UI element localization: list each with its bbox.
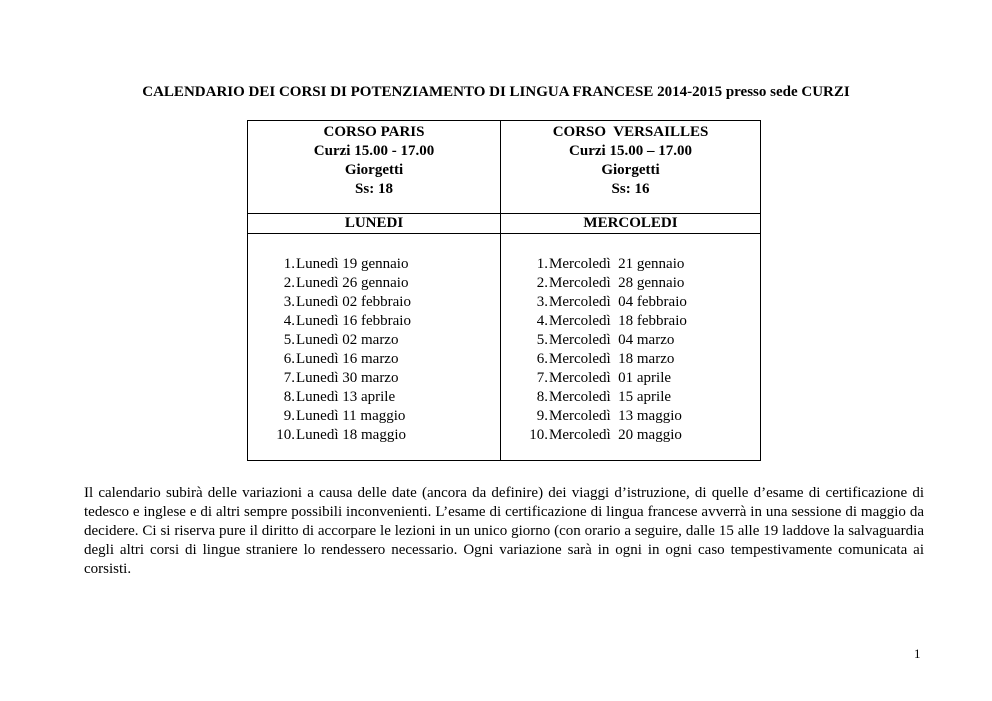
list-item: 7. Lunedì 30 marzo (283, 370, 399, 386)
course-paris-dates (248, 234, 501, 461)
date-list (501, 234, 760, 445)
course-versailles-header (501, 121, 761, 214)
list-item: 3. Mercoledì 04 febbraio (536, 294, 687, 310)
course-versailles-dates (501, 234, 761, 461)
list-item: 7. Mercoledì 01 aprile (536, 370, 672, 386)
course-paris-header (248, 121, 501, 214)
day-row (248, 214, 761, 234)
list-item: 1. Lunedì 19 gennaio (283, 256, 409, 272)
course-students: Ss: 18 (355, 181, 393, 197)
page-title: CALENDARIO DEI CORSI DI POTENZIAMENTO DI LINGUA FRANCESE 2014-2015 presso sede CURZI (142, 84, 850, 100)
course-teacher: Giorgetti (601, 162, 660, 178)
page-number: 1 (914, 646, 921, 661)
list-item: 8. Mercoledì 15 aprile (536, 389, 672, 405)
list-item: 4. Mercoledì 18 febbraio (536, 313, 687, 329)
list-item: 9. Mercoledì 13 maggio (536, 408, 682, 424)
course-name: CORSO PARIS (323, 124, 425, 140)
list-item: 5. Mercoledì 04 marzo (536, 332, 675, 348)
list-item: 2. Mercoledì 28 gennaio (536, 275, 685, 291)
calendar-note: Il calendario subirà delle variazioni a causa delle date (ancora da definire) dei viaggi d’istruzione, di quelle d’esame di certificazione di tedesco e inglese e di altri sempre possibili inconvenienti. L’esame di certificazione di lingua francese avverrà in una sessione di maggio da decidere. Ci si riserva pure il diritto di accorpare le lezioni in un unico giorno (con orario a seguire, dalle 15 alle 19 laddove la salvaguardia degli altri corsi di lingue straniere lo rendessero necessario. Ogni variazione sarà in ogni in ogni caso tempestivamente comunicata ai corsisti. (84, 485, 924, 577)
course-schedule: Curzi 15.00 – 17.00 (569, 143, 692, 159)
date-list (248, 234, 500, 445)
list-item: 6. Lunedì 16 marzo (283, 351, 399, 367)
course-header-row (248, 121, 761, 214)
list-item: 10. Lunedì 18 maggio (276, 427, 406, 443)
course-schedule-table (247, 120, 761, 461)
list-item: 4. Lunedì 16 febbraio (283, 313, 411, 329)
course-name: CORSO VERSAILLES (552, 124, 709, 140)
list-item: 10. Mercoledì 20 maggio (529, 427, 682, 443)
course-teacher: Giorgetti (344, 162, 404, 178)
list-item: 1. Mercoledì 21 gennaio (536, 256, 685, 272)
list-item: 8. Lunedì 13 aprile (283, 389, 396, 405)
course-day-label: MERCOLEDI (501, 214, 761, 234)
list-item: 9. Lunedì 11 maggio (283, 408, 406, 424)
course-schedule: Curzi 15.00 - 17.00 (313, 143, 435, 159)
list-item: 5. Lunedì 02 marzo (283, 332, 399, 348)
course-day-label: LUNEDI (248, 214, 501, 234)
list-item: 3. Lunedì 02 febbraio (283, 294, 411, 310)
dates-row (248, 234, 761, 461)
list-item: 2. Lunedì 26 gennaio (283, 275, 409, 291)
course-students: Ss: 16 (611, 181, 650, 197)
list-item: 6. Mercoledì 18 marzo (536, 351, 675, 367)
